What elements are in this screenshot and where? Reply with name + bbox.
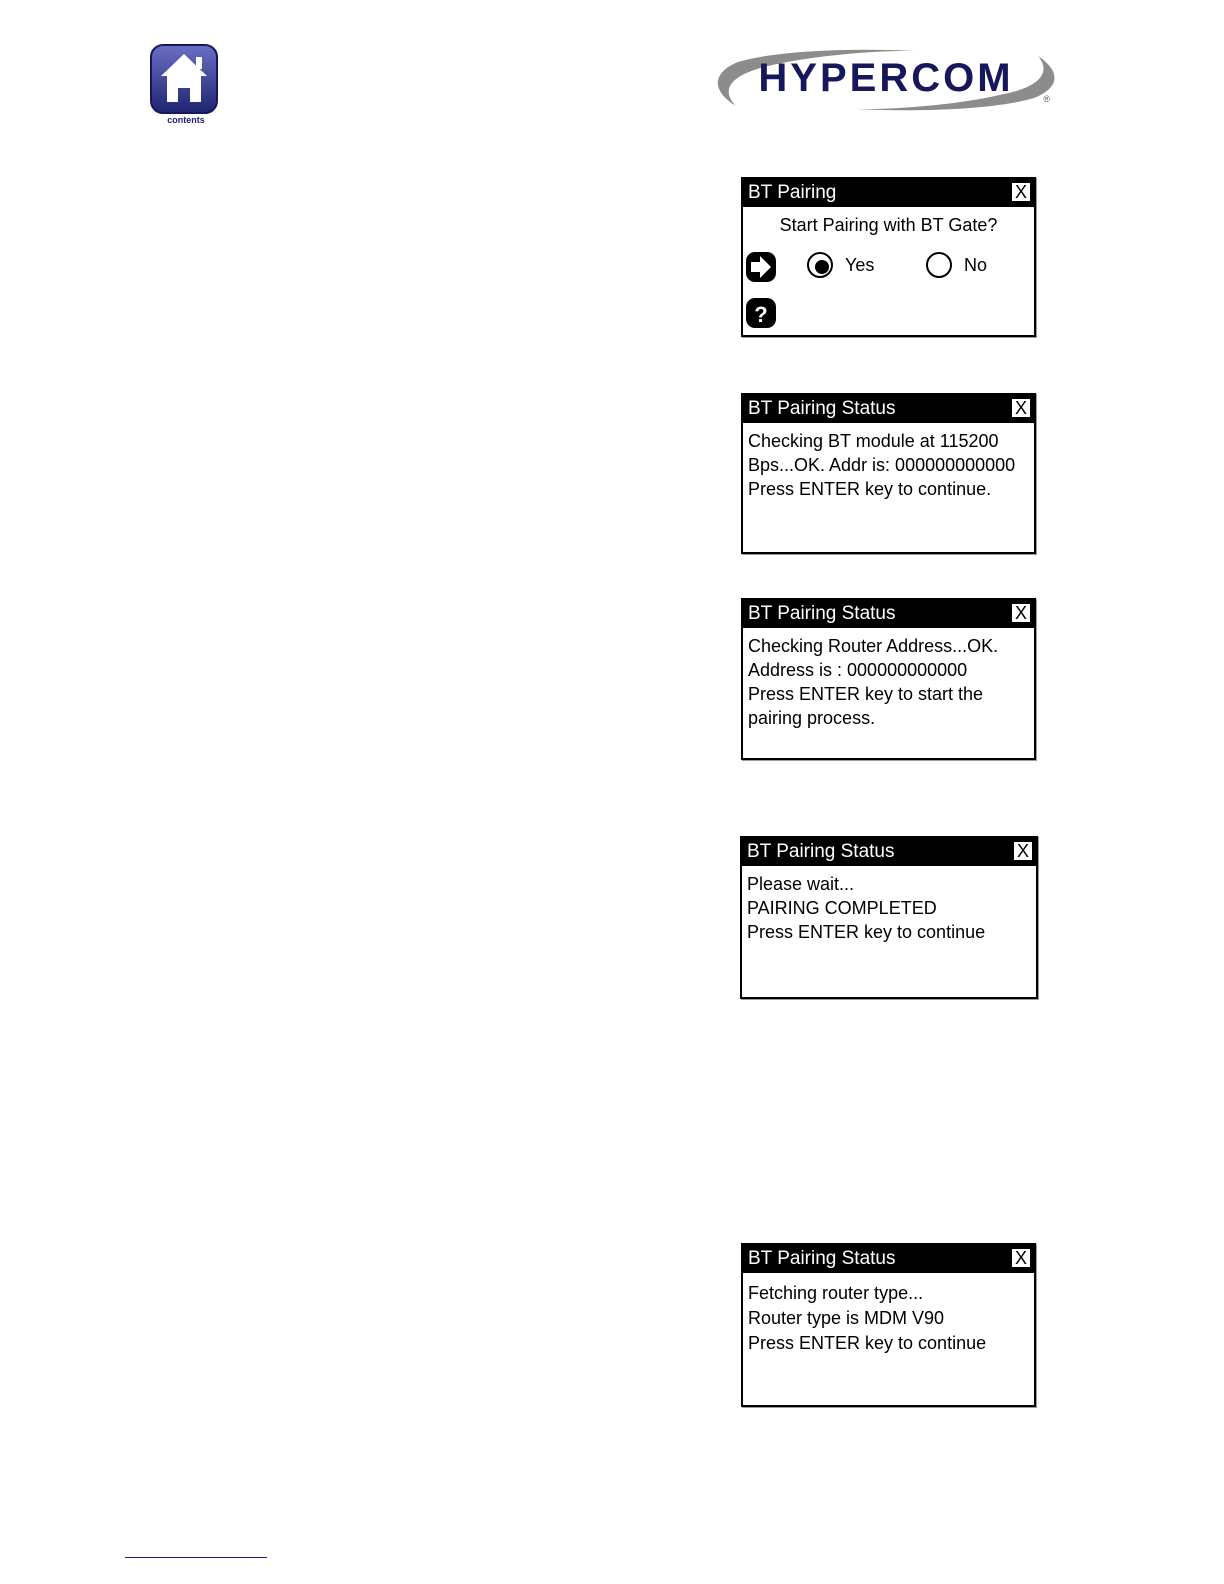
dialog-title: BT Pairing — [748, 182, 837, 203]
home-label: contents — [167, 115, 205, 125]
dialog-title: BT Pairing Status — [748, 398, 896, 419]
message-line: Bps...OK. Addr is: 000000000000 — [748, 455, 1016, 475]
message-line: Press ENTER key to continue. — [748, 479, 992, 499]
radio-no[interactable] — [926, 252, 1006, 282]
bt-pairing-status-dialog-3 — [740, 836, 1038, 999]
radio-no-label: No — [964, 255, 988, 275]
radio-yes-circle — [807, 252, 833, 278]
home-icon — [150, 44, 220, 116]
next-arrow-icon[interactable] — [745, 251, 777, 283]
radio-yes[interactable] — [807, 252, 887, 282]
close-button[interactable]: X — [1011, 398, 1031, 418]
radio-yes-label: Yes — [845, 255, 875, 275]
close-button[interactable]: X — [1011, 603, 1031, 623]
bt-pairing-status-dialog-2 — [741, 598, 1036, 760]
message-line: Press ENTER key to continue — [748, 1333, 987, 1353]
message-line: PAIRING COMPLETED — [747, 898, 937, 918]
dialog-title: BT Pairing Status — [747, 841, 895, 862]
radio-selected-dot — [815, 260, 829, 274]
help-icon[interactable] — [745, 297, 777, 329]
dialog-message — [743, 628, 1034, 736]
message-line: Press ENTER key to start the — [748, 684, 984, 704]
message-line: Address is : 000000000000 — [748, 660, 968, 680]
message-line: Fetching router type... — [748, 1283, 924, 1303]
svg-text:?: ? — [754, 302, 768, 327]
dialog-title-bar — [743, 1245, 1034, 1273]
message-line: Router type is MDM V90 — [748, 1308, 945, 1328]
pairing-question: Start Pairing with BT Gate? — [779, 215, 998, 235]
dialog-title: BT Pairing Status — [748, 1248, 896, 1269]
dialog-title-bar — [743, 395, 1034, 423]
message-line: pairing process. — [748, 708, 876, 728]
dialog-message — [743, 1273, 1034, 1362]
bt-pairing-status-dialog-1 — [741, 393, 1036, 554]
dialog-title: BT Pairing Status — [748, 603, 896, 624]
logo-text: HYPERCOM — [758, 56, 1014, 100]
hypercom-logo — [708, 48, 1064, 112]
radio-no-circle — [926, 252, 952, 278]
close-button[interactable]: X — [1013, 841, 1033, 861]
message-line: Checking Router Address...OK. — [748, 636, 999, 656]
message-line: Checking BT module at 115200 — [748, 431, 999, 451]
bt-pairing-status-dialog-4 — [741, 1243, 1036, 1407]
home-contents-button[interactable] — [150, 44, 220, 128]
bt-pairing-dialog — [741, 177, 1036, 337]
dialog-message — [742, 866, 1036, 950]
dialog-title-bar — [742, 838, 1036, 866]
message-line: Press ENTER key to continue — [747, 922, 986, 942]
footer-rule — [125, 1557, 267, 1558]
dialog-message — [743, 423, 1034, 507]
close-button[interactable]: X — [1011, 182, 1031, 202]
dialog-title-bar — [743, 179, 1034, 207]
dialog-title-bar — [743, 600, 1034, 628]
logo-registered-mark: ® — [1043, 94, 1050, 104]
close-button[interactable]: X — [1011, 1248, 1031, 1268]
message-line: Please wait... — [747, 874, 855, 894]
